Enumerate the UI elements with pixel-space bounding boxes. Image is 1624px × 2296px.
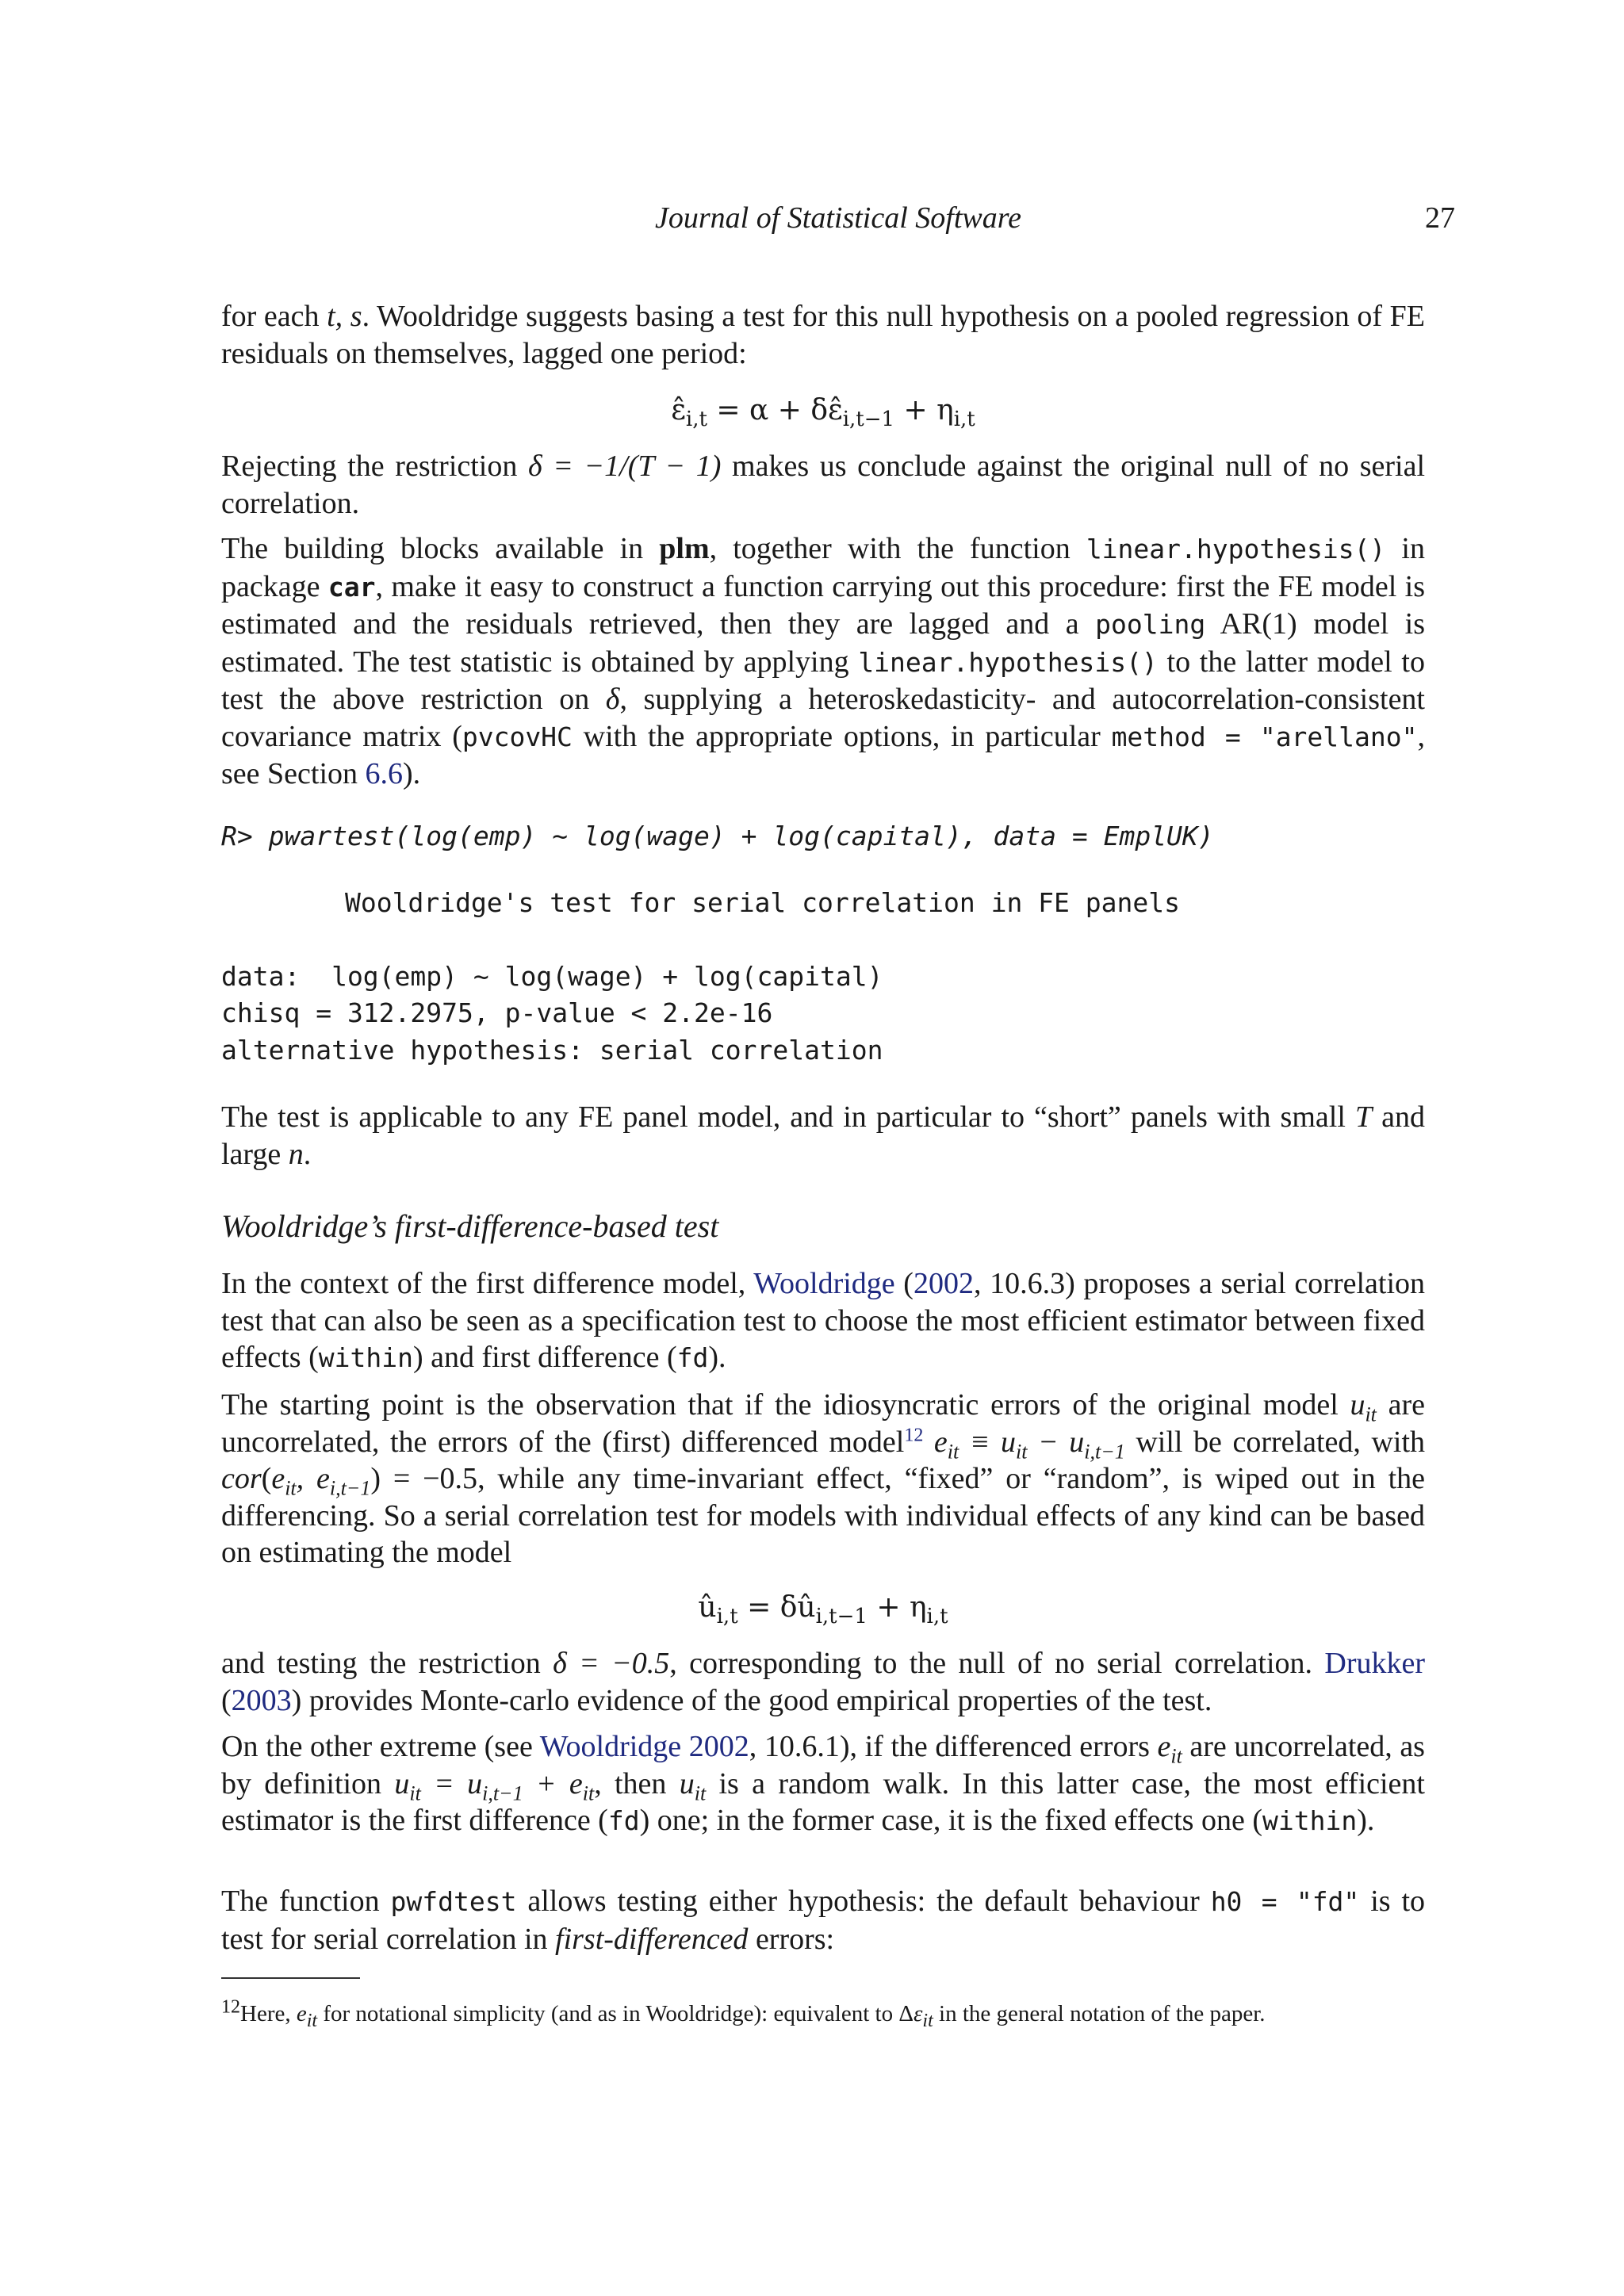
paragraph-1: for each t, s. Wooldridge suggests basing a test for this null hypothesis on a pooled regression of FE residuals on themselves, lagged one period: xyxy=(221,300,1425,370)
paragraph-9: The function pwfdtest allows testing either hypothesis: the default behaviour h0 = "fd" is to test for serial correlation in first-differenced errors: xyxy=(221,1885,1425,1956)
journal-title: Journal of Statistical Software xyxy=(655,201,1021,235)
code-output-line: alternative hypothesis: serial correlation xyxy=(221,1035,883,1066)
footnote-rule xyxy=(221,1977,360,1979)
citation-link[interactable]: Drukker xyxy=(1324,1647,1425,1680)
subsection-heading: Wooldridge’s first-difference-based test xyxy=(221,1208,719,1244)
citation-link[interactable]: Wooldridge xyxy=(753,1267,895,1300)
citation-link[interactable]: Wooldridge 2002 xyxy=(539,1730,749,1763)
paragraph-3: The building blocks available in plm, together with the function linear.hypothesis() in package car, make it easy to construct a function carrying out this procedure: first the FE model is estimated and the residuals retrieved, then they are lagged and a pooling AR(1) model is estimated. The test statistic is obtained by applying linear.hypothesis() to the latter model to test the above restriction on δ, supplying a heteroskedasticity- and autocorrelation-consistent covariance matrix (pvcovHC with the appropriate options, in particular method = "arellano", see Section 6.6). xyxy=(221,532,1426,790)
paragraph-8: On the other extreme (see Wooldridge 2002, 10.6.1), if the differenced errors $e_{it}$ are uncorrelated, as by definition $u_{it} = u_{i,t-1} + e_{it}$, then $u_{it}$ is a random walk. In this latter case, the most efficient estimator is the first difference (fd) one; in the former case, it is the fixed effects one (within). xyxy=(221,1730,1425,1837)
code-output-line: chisq = 312.2975, p-value < 2.2e-16 xyxy=(221,997,773,1028)
running-header xyxy=(221,200,1455,239)
citation-year-link[interactable]: 2002 xyxy=(913,1267,974,1300)
paragraph-4: The test is applicable to any FE panel model, and in particular to “short” panels with small T and large n. xyxy=(221,1100,1425,1171)
citation-year-link[interactable]: 2003 xyxy=(231,1683,292,1717)
equation-ar1-residuals: $\varepsilon̂_{i,t} = \alpha$ + $\delta\varepsilon̂_{i,t-1} + \eta_{i,t}$ xyxy=(671,394,975,432)
page-number: 27 xyxy=(1425,201,1455,235)
footnote: $^{12}$Here, $e_{it}$ for notational simplicity (and as in Wooldridge): equivalent to $\Delta\varepsilon_{it}$ in the general notation of the paper. xyxy=(221,1996,1266,2031)
paragraph-7: and testing the restriction δ = −0.5, corresponding to the null of no serial correlation. Drukker (2003) provides Monte-carlo evidence of the good empirical properties of the test. xyxy=(221,1647,1425,1717)
paragraph-6: The starting point is the observation that if the idiosyncratic errors of the original model $u_{it}$ are uncorrelated, the errors of the (first) differenced model$^{12}$ $e_{it} \equiv u_{it} - u_{i,t-1}$ will be correlated, with $cor(e_{it}$, $e_{i,t-1}) = -0.5$, while any time-invariant effect, “fixed” or “random”, is wiped out in the differencing. So a serial correlation test for models with individual effects of any kind can be based on estimating the model xyxy=(221,1388,1425,1569)
equation-fd-residuals: $û_{i,t}$ = $\delta û_{i,t-1} + \eta_{i,t}$ xyxy=(698,1591,948,1629)
footnote-marker[interactable]: 12 xyxy=(904,1424,924,1445)
paragraph-2: Rejecting the restriction δ = −1/(T − 1) makes us conclude against the original null of no serial correlation. xyxy=(221,450,1426,520)
section-link[interactable]: 6.6 xyxy=(365,757,404,790)
code-output-title: Wooldridge's test for serial correlation in FE panels xyxy=(345,887,1180,918)
code-output-line: data: log(emp) ~ log(wage) + log(capital) xyxy=(221,961,883,992)
paragraph-5: In the context of the first difference model, Wooldridge (2002, 10.6.3) proposes a serial correlation test that can also be seen as a specification test to choose the most efficient estimator between fixed effects (within) and first difference (fd). xyxy=(221,1267,1425,1374)
code-input: R> pwartest(log(emp) ~ log(wage) + log(capital), data = EmplUK) xyxy=(221,821,1214,851)
